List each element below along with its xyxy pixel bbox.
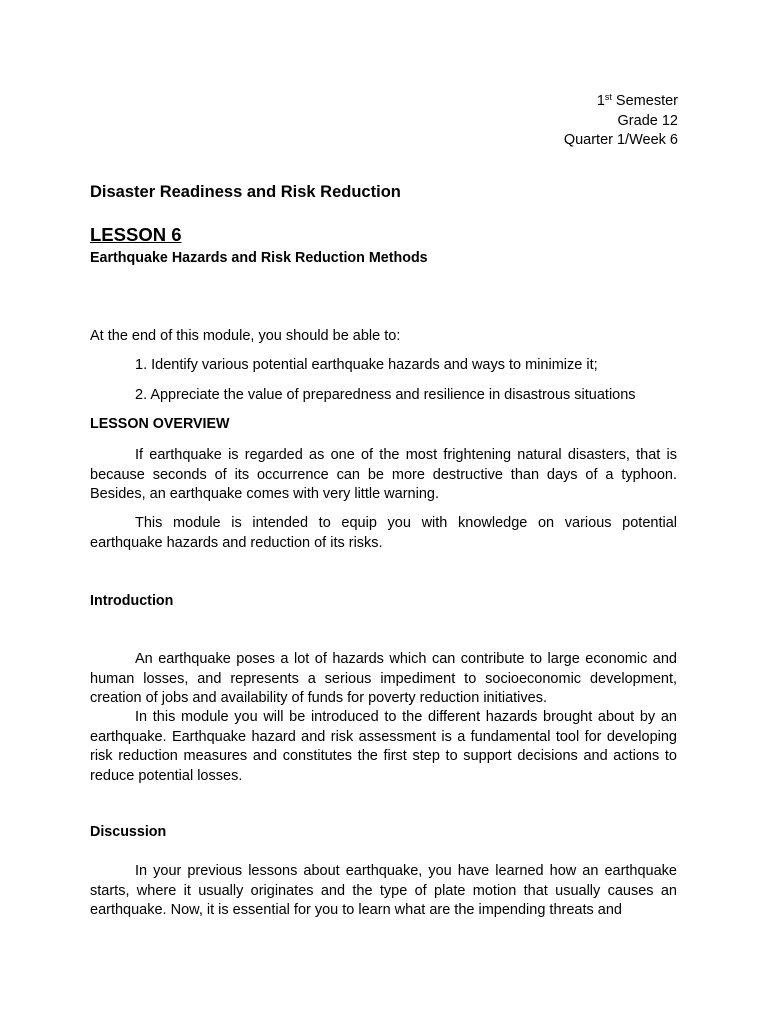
semester-word: Semester — [611, 93, 678, 109]
overview-paragraph: This module is intended to equip you with knowledge on various potential earthquake hazards and reduction of its risks. — [90, 515, 677, 551]
quarter-week-line: Quarter 1/Week 6 — [563, 132, 678, 148]
semester-suffix: st — [604, 92, 612, 102]
objective-item: 1. Identify various potential earthquake hazards and ways to minimize it; — [135, 357, 598, 373]
discussion-paragraph: In your previous lessons about earthquake, you have learned how an earthquake starts, where it usually originates and the type of plate motion that usually causes an earthquake. Now, it is essential for you to learn what are the impending threats and — [90, 863, 677, 918]
course-info-header — [564, 92, 678, 151]
introduction-paragraph: In this module you will be introduced to the different hazards brought about by an earthquake. Earthquake hazard and risk assessment is a fundamental tool for developing risk reduction measures and constitutes the first step to support decisions and actions to reduce potential losses. — [90, 709, 677, 784]
lesson-subtitle: Earthquake Hazards and Risk Reduction Methods — [90, 250, 428, 266]
grade-line: Grade 12 — [617, 112, 678, 129]
introduction-heading: Introduction — [90, 593, 174, 609]
lesson-overview-heading: LESSON OVERVIEW — [90, 416, 230, 432]
semester-number: 1 — [596, 93, 605, 109]
objective-item: 2. Appreciate the value of preparedness and resilience in disastrous situations — [135, 387, 636, 403]
overview-paragraph: If earthquake is regarded as one of the most frightening natural disasters, that is because seconds of its occurrence can be more destructive than days of a typhoon. Besides, an earthquake comes with very little warning. — [90, 447, 677, 502]
lesson-label: LESSON 6 — [90, 224, 182, 245]
introduction-paragraph: An earthquake poses a lot of hazards which can contribute to large economic and human losses, and represents a serious impediment to socioeconomic development, creation of jobs and availability of funds for poverty reduction initiatives. — [90, 651, 677, 706]
objectives-intro: At the end of this module, you should be able to: — [90, 328, 401, 344]
document-title: Disaster Readiness and Risk Reduction — [90, 183, 401, 201]
semester-line — [564, 92, 678, 112]
discussion-heading: Discussion — [90, 824, 167, 840]
